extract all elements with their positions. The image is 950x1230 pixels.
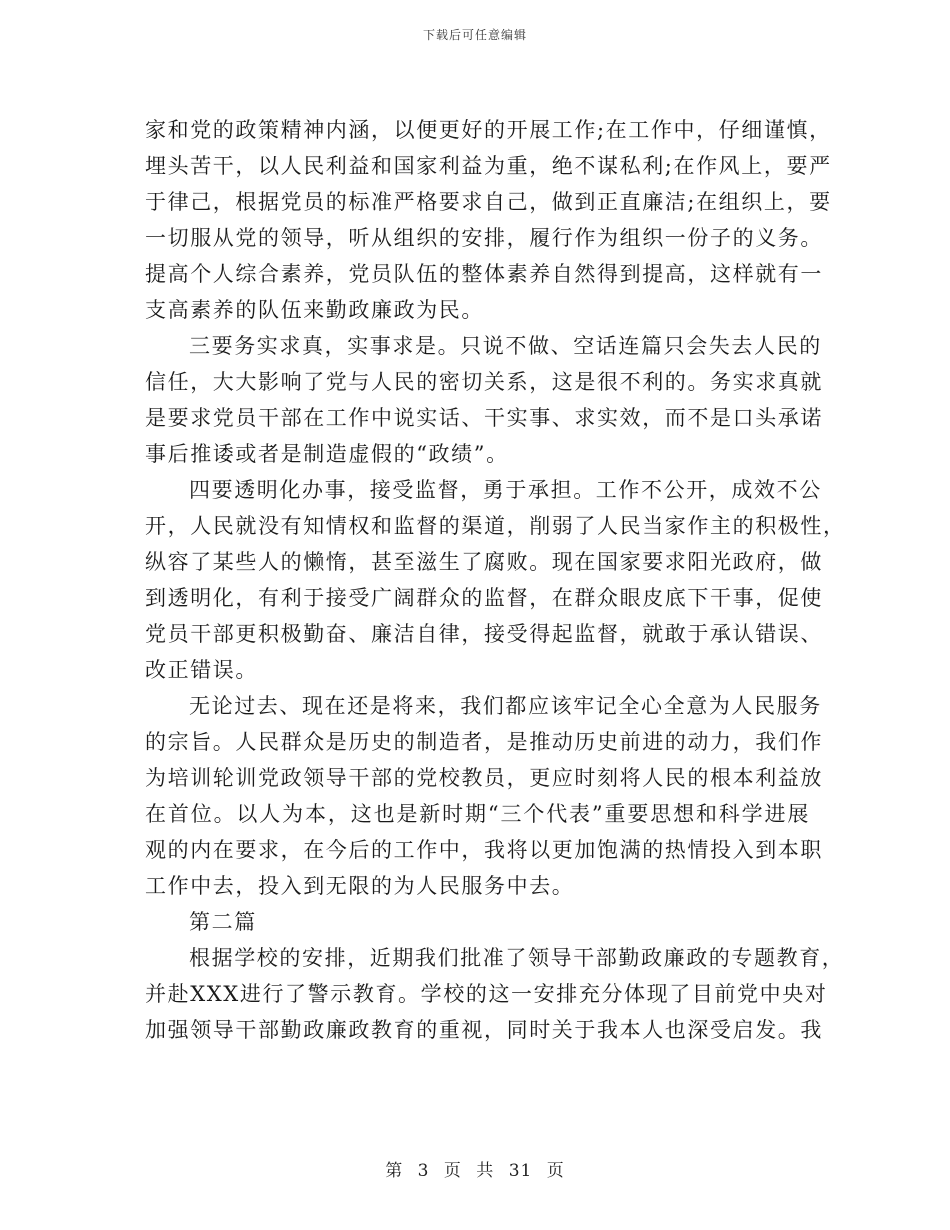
footer-total-word: 共 (476, 1161, 495, 1181)
text-line: 工作中去，投入到无限的为人民服务中去。 (145, 874, 575, 898)
footer-total-unit: 页 (546, 1161, 565, 1181)
page-header-note: 下载后可任意编辑 (422, 28, 527, 42)
footer-page-number: 3 (417, 1161, 430, 1181)
text-line: 开，人民就没有知情权和监督的渠道，削弱了人民当家作主的积极性， (145, 514, 846, 538)
footer-total-pages: 31 (508, 1161, 533, 1181)
text-line: 加强领导干部勤政廉政教育的重视，同时关于我本人也深受启发。我 (145, 1018, 823, 1042)
text-line: 无论过去、现在还是将来，我们都应该牢记全心全意为人民服务 (189, 694, 822, 718)
text-line: 纵容了某些人的懒惰，甚至滋生了腐败。现在国家要求阳光政府，做 (145, 550, 823, 574)
text-line: 的宗旨。人民群众是历史的制造者，是推动历史前进的动力，我们作 (145, 730, 823, 754)
text-line: 四要透明化办事，接受监督，勇于承担。工作不公开，成效不公 (189, 478, 822, 502)
text-line: 于律己，根据党员的标准严格要求自己，做到正直廉洁;在组织上，要 (145, 190, 832, 214)
text-line: 为培训轮训党政领导干部的党校教员，更应时刻将人民的根本利益放 (145, 766, 823, 790)
text-line: 观的内在要求，在今后的工作中，我将以更加饱满的热情投入到本职 (145, 838, 823, 862)
text-line: 支高素养的队伍来勤政廉政为民。 (145, 298, 484, 322)
text-line: 三要务实求真，实事求是。只说不做、空话连篇只会失去人民的 (189, 334, 822, 358)
text-line: 到透明化，有利于接受广阔群众的监督，在群众眼皮底下干事，促使 (145, 586, 823, 610)
footer-page-unit: 页 (443, 1161, 462, 1181)
text-line: 事后推诿或者是制造虚假的“政绩”。 (145, 442, 509, 466)
text-line: 一切服从党的领导，听从组织的安排，履行作为组织一份子的义务。 (145, 226, 823, 250)
text-line: 改正错误。 (145, 658, 258, 682)
text-line: 根据学校的安排，近期我们批准了领导干部勤政廉政的专题教育， (189, 946, 845, 970)
text-line: 提高个人综合素养，党员队伍的整体素养自然得到提高，这样就有一 (145, 262, 823, 286)
document-body (145, 112, 846, 1048)
text-line: 信任，大大影响了党与人民的密切关系，这是很不利的。务实求真就 (145, 370, 823, 394)
page-footer (0, 1156, 950, 1181)
footer-page-word: 第 (385, 1161, 404, 1181)
text-line: 党员干部更积极勤奋、廉洁自律，接受得起监督，就敢于承认错误、 (145, 622, 823, 646)
text-line: 家和党的政策精神内涵，以便更好的开展工作;在工作中，仔细谨慎， (145, 118, 832, 142)
text-line: 埋头苦干，以人民利益和国家利益为重，绝不谋私利;在作风上，要严 (145, 154, 832, 178)
text-line: 第二篇 (189, 910, 257, 934)
text-line: 在首位。以人为本，这也是新时期“三个代表”重要思想和科学进展 (145, 802, 810, 826)
text-line: 是要求党员干部在工作中说实话、干实事、求实效，而不是口头承诺 (145, 406, 823, 430)
text-line: 并赴XXX进行了警示教育。学校的这一安排充分体现了目前党中央对 (145, 982, 828, 1006)
